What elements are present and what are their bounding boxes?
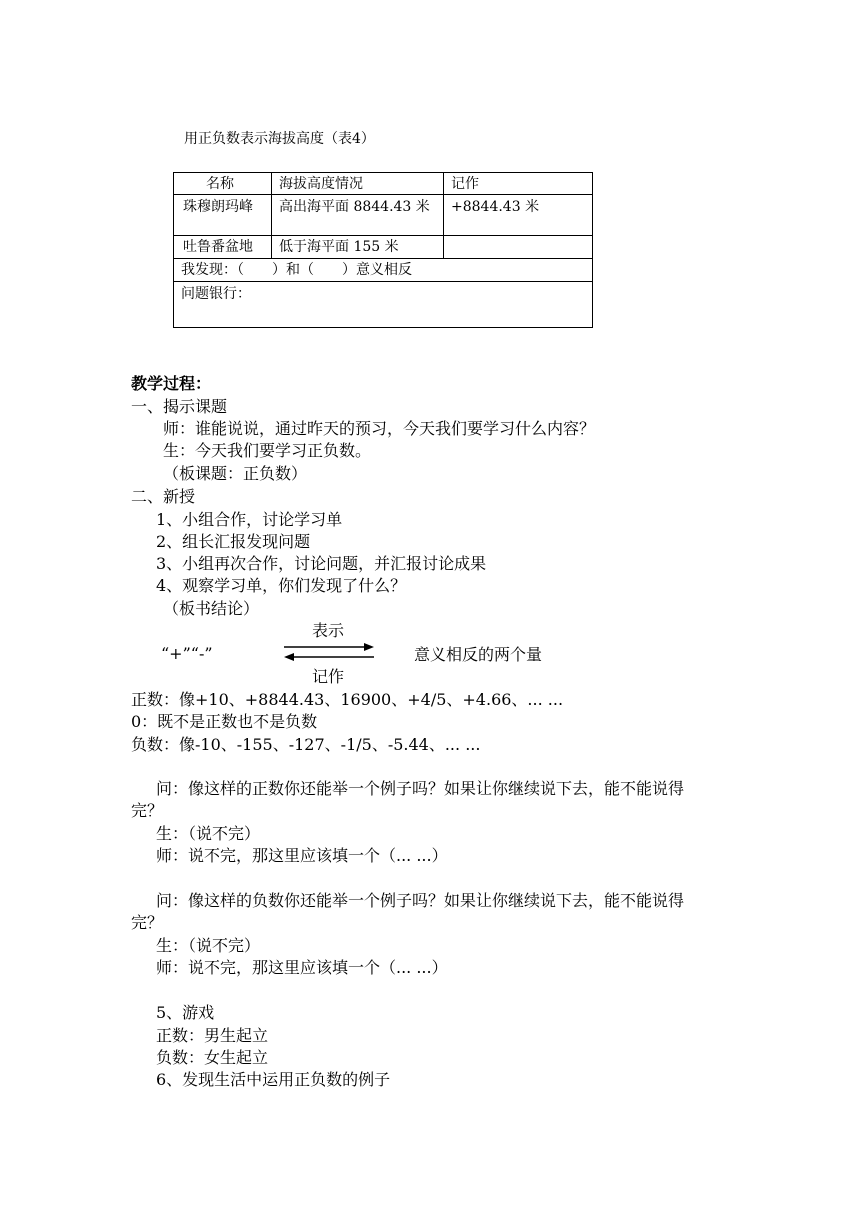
table-border [173,172,593,173]
section-heading: 一、揭示课题 [131,397,228,416]
text-line: 生：今天我们要学习正负数。 [163,441,372,460]
table-cell: 低于海平面 155 米 [279,239,399,255]
table-border [173,194,593,195]
table-cell: 吐鲁番盆地 [183,239,253,255]
teacher-line: 师：说不完，那这里应该填一个（... ...） [156,958,448,977]
table-border [592,172,593,328]
list-item: 4、观察学习单，你们发现了什么？ [156,576,407,595]
table-cell: 高出海平面 8844.43 米 [279,199,430,215]
opposite-quantities-label: 意义相反的两个量 [414,645,543,664]
table-border [173,235,593,236]
text-line: （板书结论） [163,599,260,618]
arrow-label-bottom: 记作 [312,667,345,686]
teacher-line: 师：说不完，那这里应该填一个（... ...） [156,846,448,865]
list-item: 1、小组合作，讨论学习单 [156,510,343,529]
double-arrow-icon [282,640,376,664]
question-line: 完？ [131,801,164,820]
table-questions-row: 问题银行： [181,286,251,302]
positive-examples: 正数：像+10、+8844.43、16900、+4/5、+4.66、... ... [131,690,564,709]
table-border [173,327,593,328]
table-border [173,172,174,328]
table-cell: +8844.43 米 [451,199,540,215]
text-line: 正数：男生起立 [156,1026,269,1045]
sign-labels: “+”“-” [161,644,213,663]
answer-line: 生：（说不完） [156,936,261,955]
list-item: 2、组长汇报发现问题 [156,532,311,551]
table-border [443,172,444,259]
arrow-label-top: 表示 [312,621,345,640]
table-border [271,172,272,259]
list-item: 3、小组再次合作，讨论问题，并汇报讨论成果 [156,554,487,573]
section-heading: 二、新授 [131,487,196,506]
table-header-record: 记作 [451,176,479,192]
list-item: 6、发现生活中运用正负数的例子 [156,1070,391,1089]
answer-line: 生：（说不完） [156,824,261,843]
section-title: 教学过程： [131,374,212,393]
table-header-altitude: 海拔高度情况 [279,176,363,192]
table-border [173,281,593,282]
table-cell: 珠穆朗玛峰 [183,199,253,215]
table-caption: 用正负数表示海拔高度（表4） [184,131,375,147]
list-item: 5、游戏 [156,1003,215,1022]
table-border [173,258,593,259]
table-header-name: 名称 [206,176,234,192]
text-line: 负数：女生起立 [156,1048,269,1067]
table-discover-row: 我发现：（ ）和（ ）意义相反 [181,262,412,278]
text-line: 师：谁能说说，通过昨天的预习，今天我们要学习什么内容？ [163,419,596,438]
zero-statement: 0：既不是正数也不是负数 [131,712,318,731]
negative-examples: 负数：像-10、-155、-127、-1/5、-5.44、... ... [131,735,481,754]
question-line: 完？ [131,913,164,932]
question-line: 问：像这样的负数你还能举一个例子吗？如果让你继续说下去，能不能说得 [156,891,685,910]
text-line: （板课题：正负数） [163,464,308,483]
question-line: 问：像这样的正数你还能举一个例子吗？如果让你继续说下去，能不能说得 [156,779,685,798]
